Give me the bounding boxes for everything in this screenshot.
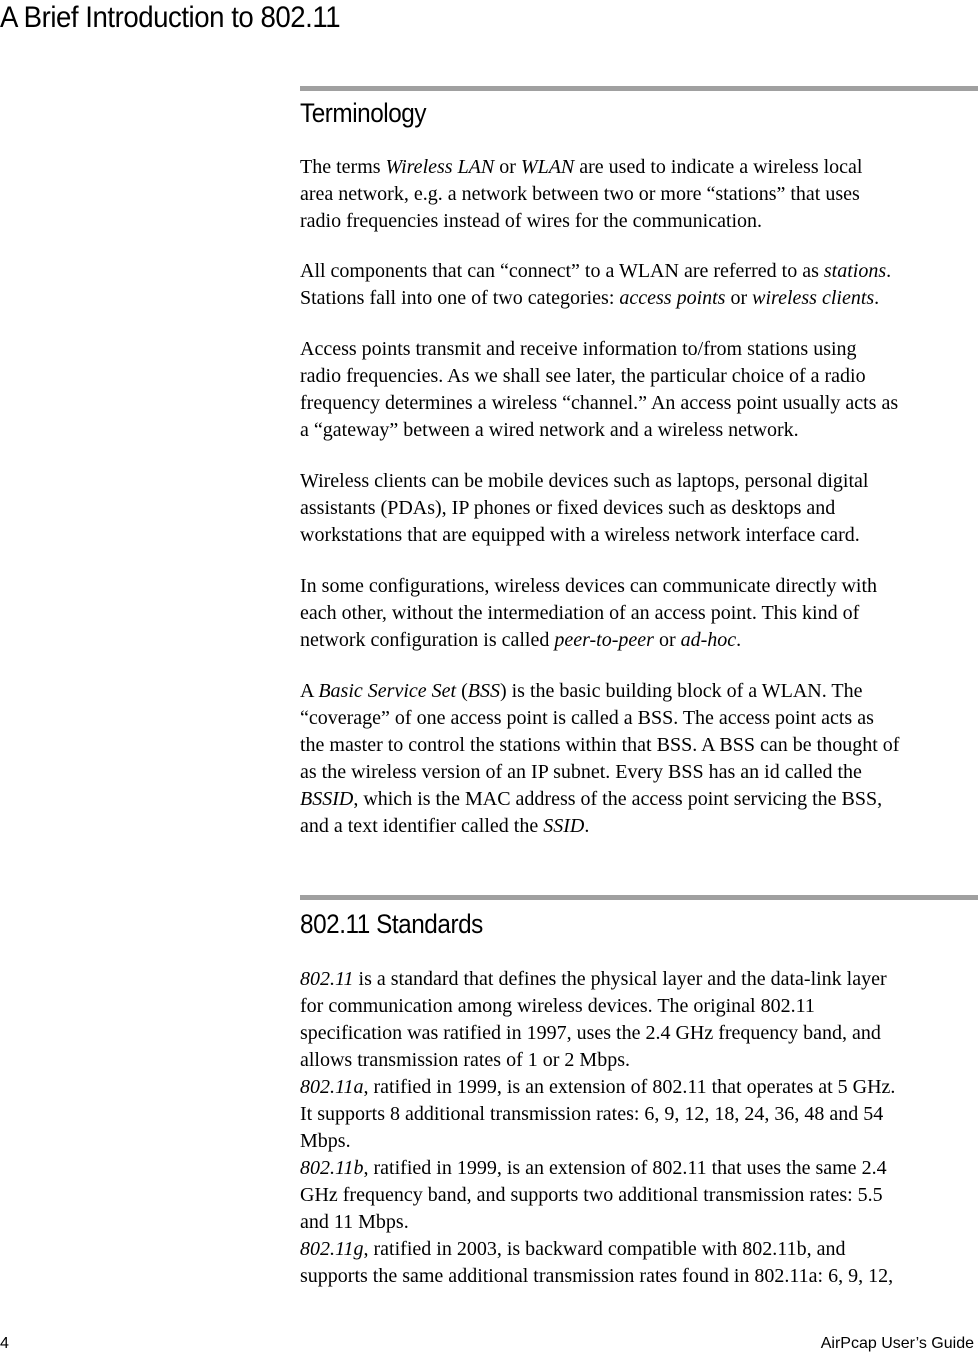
text-run: All components that can “connect” to a WLAN are referred to as bbox=[300, 260, 824, 282]
text-run: or bbox=[653, 629, 681, 651]
italic-term: Wireless LAN bbox=[385, 156, 495, 178]
text-run: . bbox=[874, 287, 880, 309]
paragraph bbox=[300, 966, 978, 1290]
text-run: . bbox=[584, 815, 590, 837]
section-body bbox=[300, 966, 978, 1290]
footer-guide-title: AirPcap User’s Guide bbox=[820, 1335, 974, 1352]
italic-term: SSID bbox=[543, 815, 585, 837]
section-divider bbox=[300, 895, 978, 900]
text-run: radio frequencies. As we shall see later, the particular choice of a radio bbox=[300, 365, 866, 387]
text-run: supports the same additional transmission rates found in 802.11a: 6, 9, 12, bbox=[300, 1265, 894, 1287]
text-run: . bbox=[736, 629, 742, 651]
text-run: the master to control the stations within that BSS. A BSS can be thought of bbox=[300, 734, 900, 756]
page-title: A Brief Introduction to 802.11 bbox=[0, 1, 341, 34]
italic-term: WLAN bbox=[520, 156, 575, 178]
footer-page-number: 4 bbox=[0, 1335, 9, 1352]
text-run: is a standard that defines the physical layer and the data-link layer bbox=[353, 968, 887, 990]
text-run: or bbox=[725, 287, 753, 309]
paragraph bbox=[300, 154, 978, 235]
text-run: Stations fall into one of two categories: bbox=[300, 287, 620, 309]
text-run: frequency determines a wireless “channel.” An access point usually acts as bbox=[300, 392, 899, 414]
text-run: Mbps. bbox=[300, 1130, 351, 1152]
text-run: A bbox=[300, 680, 319, 702]
text-run: , ratified in 2003, is backward compatible with 802.11b, and bbox=[363, 1238, 846, 1260]
text-run: . bbox=[886, 260, 892, 282]
text-run: , which is the MAC address of the access point servicing the BSS, bbox=[353, 788, 883, 810]
text-run: , ratified in 1999, is an extension of 802.11 that operates at 5 GHz. bbox=[363, 1076, 896, 1098]
italic-term: 802.11b bbox=[300, 1157, 364, 1179]
text-run: , ratified in 1999, is an extension of 802.11 that uses the same 2.4 bbox=[363, 1157, 887, 1179]
text-run: and 11 Mbps. bbox=[300, 1211, 409, 1233]
text-run: “coverage” of one access point is called a BSS. The access point acts as bbox=[300, 707, 874, 729]
text-run: ( bbox=[456, 680, 468, 702]
section-heading: 802.11 Standards bbox=[300, 909, 483, 939]
text-run: are used to indicate a wireless local bbox=[574, 156, 863, 178]
text-run: workstations that are equipped with a wireless network interface card. bbox=[300, 524, 860, 546]
text-run: The terms bbox=[300, 156, 386, 178]
italic-term: access points bbox=[619, 287, 726, 309]
text-run: area network, e.g. a network between two or more “stations” that uses bbox=[300, 183, 860, 205]
paragraph bbox=[300, 258, 978, 312]
text-run: and a text identifier called the bbox=[300, 815, 544, 837]
italic-term: ad-hoc bbox=[680, 629, 737, 651]
text-run: allows transmission rates of 1 or 2 Mbps. bbox=[300, 1049, 630, 1071]
paragraph bbox=[300, 336, 978, 444]
text-run: network configuration is called bbox=[300, 629, 555, 651]
paragraph bbox=[300, 678, 978, 840]
text-run: as the wireless version of an IP subnet. Every BSS has an id called the bbox=[300, 761, 862, 783]
italic-term: wireless clients bbox=[752, 287, 875, 309]
paragraph bbox=[300, 468, 978, 549]
text-run: It supports 8 additional transmission rates: 6, 9, 12, 18, 24, 36, 48 and 54 bbox=[300, 1103, 884, 1125]
text-run: or bbox=[494, 156, 521, 178]
text-run: assistants (PDAs), IP phones or fixed devices such as desktops and bbox=[300, 497, 836, 519]
text-run: GHz frequency band, and supports two additional transmission rates: 5.5 bbox=[300, 1184, 883, 1206]
italic-term: stations bbox=[823, 260, 887, 282]
italic-term: Basic Service Set bbox=[318, 680, 457, 702]
text-run: specification was ratified in 1997, uses the 2.4 GHz frequency band, and bbox=[300, 1022, 881, 1044]
text-run: Access points transmit and receive information to/from stations using bbox=[300, 338, 857, 360]
text-run: ) is the basic building block of a WLAN. The bbox=[499, 680, 863, 702]
italic-term: BSSID bbox=[300, 788, 354, 810]
text-run: each other, without the intermediation of an access point. This kind of bbox=[300, 602, 860, 624]
text-run: for communication among wireless devices. The original 802.11 bbox=[300, 995, 815, 1017]
italic-term: BSS bbox=[467, 680, 500, 702]
section-heading: Terminology bbox=[300, 98, 427, 128]
section-body bbox=[300, 154, 978, 840]
italic-term: 802.11g bbox=[300, 1238, 364, 1260]
paragraph bbox=[300, 573, 978, 654]
italic-term: peer-to-peer bbox=[554, 629, 654, 651]
text-run: a “gateway” between a wired network and a wireless network. bbox=[300, 419, 799, 441]
section-terminology bbox=[300, 86, 978, 840]
italic-term: 802.11 bbox=[300, 968, 354, 990]
text-run: radio frequencies instead of wires for the communication. bbox=[300, 210, 763, 232]
text-run: Wireless clients can be mobile devices such as laptops, personal digital bbox=[300, 470, 869, 492]
text-run: In some configurations, wireless devices can communicate directly with bbox=[300, 575, 878, 597]
section-802-11-standards bbox=[300, 895, 978, 1290]
section-divider bbox=[300, 86, 978, 91]
italic-term: 802.11a bbox=[300, 1076, 364, 1098]
